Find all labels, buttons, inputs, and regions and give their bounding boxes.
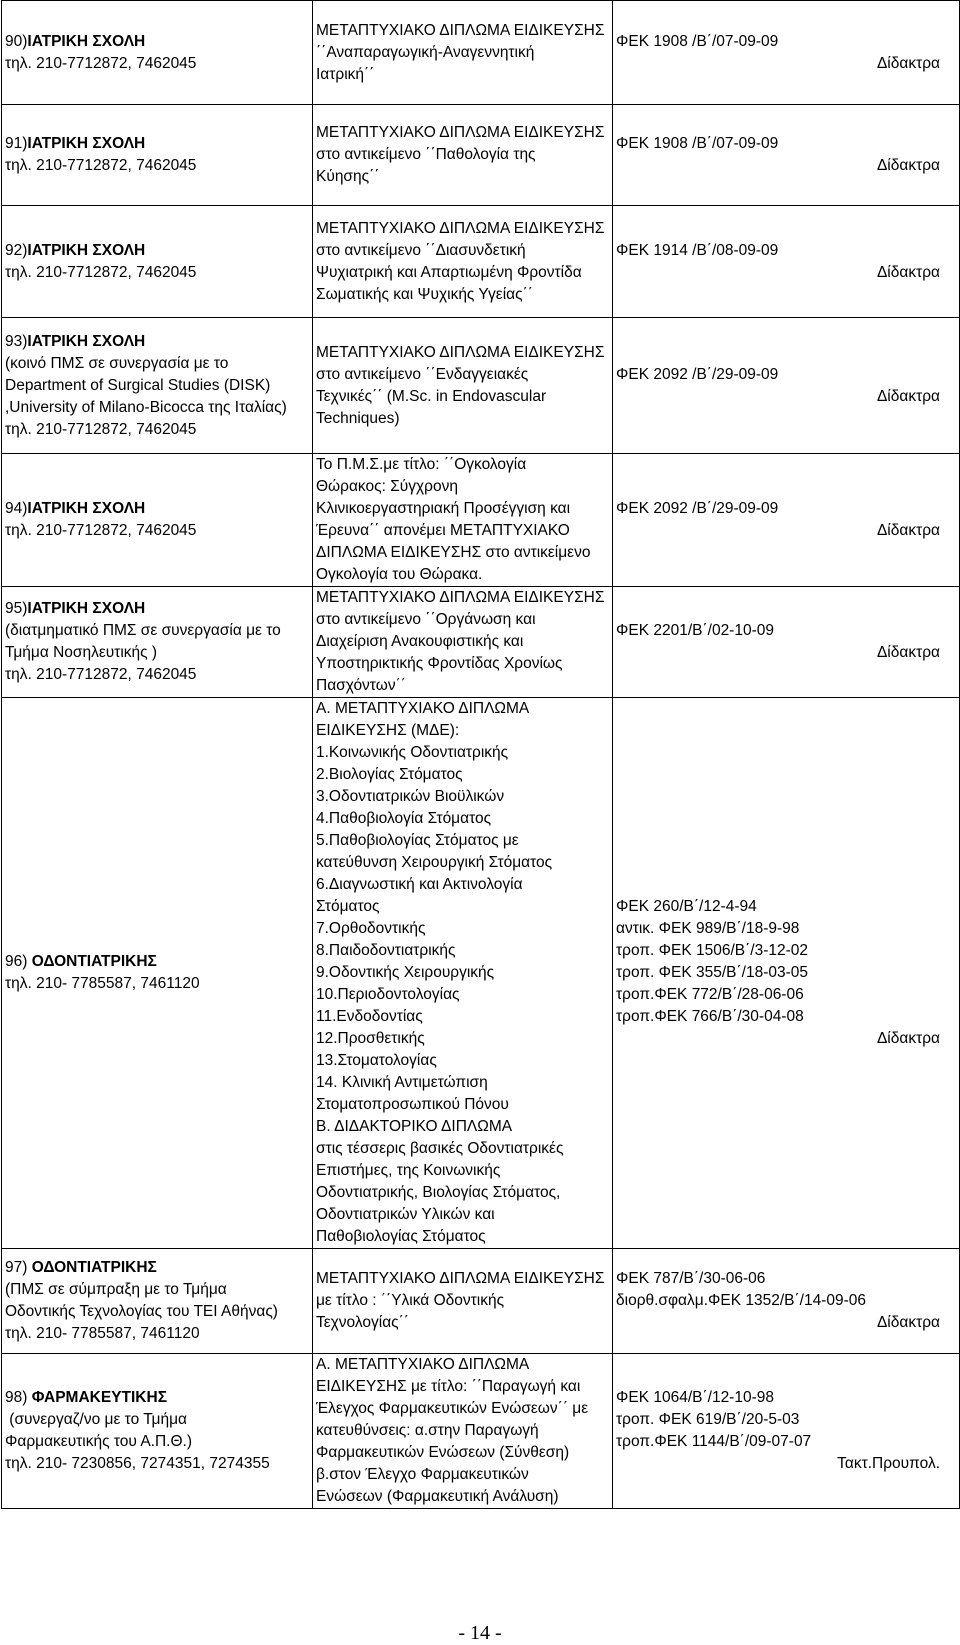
program-line: Διαχείριση Ανακουφιστικής και xyxy=(316,633,524,650)
program-line: Φαρμακευτικών Ενώσεων (Σύνθεση) xyxy=(316,1444,570,1461)
program-line: Υποστηρικτικής Φροντίδας Χρονίως xyxy=(316,655,563,672)
school-name: ΙΑΤΡΙΚΗ ΣΧΟΛΗ xyxy=(27,500,146,517)
school-number: 94) xyxy=(5,500,28,517)
school-line: (διατμηματικό ΠΜΣ σε συνεργασία με το xyxy=(5,622,281,639)
program-cell xyxy=(313,587,613,698)
fek-cell xyxy=(613,318,960,454)
table-row xyxy=(2,1249,960,1354)
fek-line: τροπ.ΦΕΚ 766/Β΄/30-04-08 xyxy=(616,1008,804,1025)
program-line: Κύησης΄΄ xyxy=(316,168,380,185)
program-line: 2.Βιολογίας Στόματος xyxy=(316,766,463,783)
program-line: Σωματικής και Ψυχικής Υγείας΄΄ xyxy=(316,285,533,303)
school-heading xyxy=(5,133,309,155)
school-heading xyxy=(5,331,309,353)
program-line: κατευθύνσεις: α.στην Παραγωγή xyxy=(316,1422,539,1439)
fek-line: διορθ.σφαλμ.ΦΕΚ 1352/Β΄/14-09-06 xyxy=(616,1292,866,1309)
school-cell xyxy=(2,587,313,698)
program-line: Στόματος xyxy=(316,898,380,915)
fee-label: Δίδακτρα xyxy=(876,1314,940,1331)
school-cell xyxy=(2,698,313,1249)
fee-label: Δίδακτρα xyxy=(876,522,940,539)
program-line: Οδοντιατρικής, Βιολογίας Στόματος, xyxy=(316,1184,561,1201)
school-number: 98) xyxy=(5,1389,32,1406)
school-heading xyxy=(5,240,309,262)
program-cell xyxy=(313,318,613,454)
school-line: τηλ. 210-7712872, 7462045 xyxy=(5,522,197,539)
school-line: τηλ. 210- 7230856, 7274351, 7274355 xyxy=(5,1455,270,1472)
program-line: Β. ΔΙΔΑΚΤΟΡΙΚΟ ΔΙΠΛΩΜΑ xyxy=(316,1118,513,1135)
fek-line: ΦΕΚ 2092 /Β΄/29-09-09 xyxy=(616,365,779,383)
fek-cell xyxy=(613,587,960,698)
program-line: 9.Οδοντικής Χειρουργικής xyxy=(316,964,495,981)
program-line: 1.Κοινωνικής Οδοντιατρικής xyxy=(316,744,509,761)
program-cell xyxy=(313,454,613,587)
fek-line: αντικ. ΦΕΚ 989/Β΄/18-9-98 xyxy=(616,920,800,937)
program-line: στις τέσσερις βασικές Οδοντιατρικές xyxy=(316,1140,564,1157)
program-cell xyxy=(313,105,613,206)
school-name: ΦΑΡΜΑΚΕΥΤΙΚΗΣ xyxy=(31,1389,167,1406)
table-row xyxy=(2,318,960,454)
school-line: τηλ. 210- 7785587, 7461120 xyxy=(5,1325,200,1342)
school-line: ,University of Milano-Bicocca της Ιταλίας) xyxy=(5,398,287,416)
fee-label: Δίδακτρα xyxy=(876,387,940,405)
school-cell xyxy=(2,1354,313,1509)
program-line: 3.Οδοντιατρικών Βιοϋλικών xyxy=(316,788,505,805)
fee-label: Δίδακτρα xyxy=(876,263,940,281)
school-heading xyxy=(5,498,309,520)
program-line: 4.Παθοβιολογία Στόματος xyxy=(316,810,492,827)
program-line: Τεχνικές΄΄ (M.Sc. in Endovascular xyxy=(316,387,547,405)
fek-line: ΦΕΚ 1914 /Β΄/08-09-09 xyxy=(616,241,779,259)
school-line: (συνεργαζ/νο με το Τμήμα xyxy=(5,1411,187,1428)
table-row xyxy=(2,454,960,587)
program-line: ΕΙΔΙΚΕΥΣΗΣ (ΜΔΕ): xyxy=(316,722,460,739)
fek-line: ΦΕΚ 787/Β΄/30-06-06 xyxy=(616,1270,766,1287)
fek-cell xyxy=(613,1249,960,1354)
table-row xyxy=(2,587,960,698)
program-line: 8.Παιδοδοντιατρικής xyxy=(316,942,456,959)
program-line: Το Π.Μ.Σ.με τίτλο: ΄΄Ογκολογία xyxy=(316,456,527,473)
school-line: Τμήμα Νοσηλευτικής ) xyxy=(5,644,158,661)
fek-cell xyxy=(613,1,960,105)
program-line: 13.Στοματολογίας xyxy=(316,1052,437,1069)
school-line: Φαρμακευτικής του Α.Π.Θ.) xyxy=(5,1433,193,1450)
school-number: 91) xyxy=(5,135,28,152)
school-cell xyxy=(2,318,313,454)
program-line: ΜΕΤΑΠΤΥΧΙΑΚΟ ΔΙΠΛΩΜΑ ΕΙΔΙΚΕΥΣΗΣ xyxy=(316,1270,605,1287)
program-line: Θώρακος: Σύγχρονη xyxy=(316,478,458,495)
program-line: στο αντικείμενο ΄΄Ενδαγγειακές xyxy=(316,365,529,383)
school-name: ΙΑΤΡΙΚΗ ΣΧΟΛΗ xyxy=(27,241,146,259)
school-number: 90) xyxy=(5,32,28,50)
program-line: ΜΕΤΑΠΤΥΧΙΑΚΟ ΔΙΠΛΩΜΑ ΕΙΔΙΚΕΥΣΗΣ xyxy=(316,589,605,606)
program-line: Techniques) xyxy=(316,409,400,427)
program-cell xyxy=(313,1,613,105)
program-line: στο αντικείμενο ΄΄Διασυνδετική xyxy=(316,241,526,259)
school-name: ΙΑΤΡΙΚΗ ΣΧΟΛΗ xyxy=(27,32,146,50)
school-number: 93) xyxy=(5,332,28,350)
program-line: Ογκολογία του Θώρακα. xyxy=(316,566,483,583)
program-line: 11.Ενδοδοντίας xyxy=(316,1008,423,1025)
school-heading xyxy=(5,598,309,620)
program-line: Τεχνολογίας΄΄ xyxy=(316,1314,409,1331)
school-line: τηλ. 210- 7785587, 7461120 xyxy=(5,975,200,992)
table-row xyxy=(2,1,960,105)
program-line: Έρευνα΄΄ απονέμει ΜΕΤΑΠΤΥΧΙΑΚΟ xyxy=(316,522,570,539)
fek-cell xyxy=(613,1354,960,1509)
program-line: Α. ΜΕΤΑΠΤΥΧΙΑΚΟ ΔΙΠΛΩΜΑ xyxy=(316,1356,530,1373)
school-cell xyxy=(2,206,313,318)
fek-cell xyxy=(613,206,960,318)
program-line: 12.Προσθετικής xyxy=(316,1030,425,1047)
school-heading xyxy=(5,31,309,53)
fek-line: τροπ.ΦΕΚ 1144/Β΄/09-07-07 xyxy=(616,1433,812,1450)
program-line: ΜΕΤΑΠΤΥΧΙΑΚΟ ΔΙΠΛΩΜΑ ΕΙΔΙΚΕΥΣΗΣ xyxy=(316,124,605,141)
program-line: ΜΕΤΑΠΤΥΧΙΑΚΟ ΔΙΠΛΩΜΑ ΕΙΔΙΚΕΥΣΗΣ xyxy=(316,343,605,361)
school-line: (ΠΜΣ σε σύμπραξη με το Τμήμα xyxy=(5,1281,227,1298)
table-row xyxy=(2,206,960,318)
program-line: ΔΙΠΛΩΜΑ ΕΙΔΙΚΕΥΣΗΣ στο αντικείμενο xyxy=(316,544,591,561)
program-line: ΜΕΤΑΠΤΥΧΙΑΚΟ ΔΙΠΛΩΜΑ ΕΙΔΙΚΕΥΣΗΣ xyxy=(316,21,605,39)
fek-cell xyxy=(613,105,960,206)
table-row xyxy=(2,1354,960,1509)
program-line: ΄΄Αναπαραγωγική-Αναγεννητική xyxy=(316,43,535,61)
school-line: τηλ. 210-7712872, 7462045 xyxy=(5,263,197,281)
fek-line: ΦΕΚ 1064/Β΄/12-10-98 xyxy=(616,1389,774,1406)
program-line: Έλεγχος Φαρμακευτικών Ενώσεων΄΄ με xyxy=(316,1400,589,1417)
school-cell xyxy=(2,1,313,105)
program-line: 7.Ορθοδοντικής xyxy=(316,920,426,937)
fek-cell xyxy=(613,698,960,1249)
school-line: τηλ. 210-7712872, 7462045 xyxy=(5,420,197,438)
fee-label: Δίδακτρα xyxy=(876,1030,940,1047)
program-line: Ιατρική΄΄ xyxy=(316,65,375,83)
program-cell xyxy=(313,206,613,318)
program-line: Κλινικοεργαστηριακή Προσέγγιση και xyxy=(316,500,571,517)
program-line: στο αντικείμενο ΄΄Παθολογία της xyxy=(316,146,536,163)
fek-line: ΦΕΚ 1908 /Β΄/07-09-09 xyxy=(616,135,779,152)
program-line: Ψυχιατρική και Απαρτιωμένη Φροντίδα xyxy=(316,263,582,281)
fek-line: τροπ. ΦΕΚ 619/Β΄/20-5-03 xyxy=(616,1411,800,1428)
program-cell xyxy=(313,1249,613,1354)
school-name: ΙΑΤΡΙΚΗ ΣΧΟΛΗ xyxy=(27,332,146,350)
school-line: τηλ. 210-7712872, 7462045 xyxy=(5,666,197,683)
fek-line: ΦΕΚ 1908 /Β΄/07-09-09 xyxy=(616,32,779,50)
fee-label: Δίδακτρα xyxy=(876,157,940,174)
fek-line: ΦΕΚ 2092 /Β΄/29-09-09 xyxy=(616,500,779,517)
fek-line: τροπ. ΦΕΚ 1506/Β΄/3-12-02 xyxy=(616,942,809,959)
program-line: με τίτλο : ΄΄Υλικά Οδοντικής xyxy=(316,1292,505,1309)
program-line: Α. ΜΕΤΑΠΤΥΧΙΑΚΟ ΔΙΠΛΩΜΑ xyxy=(316,700,530,717)
school-name: ΟΔΟΝΤΙΑΤΡΙΚΗΣ xyxy=(31,953,157,970)
school-heading xyxy=(5,1257,309,1279)
program-line: Ενώσεων (Φαρμακευτική Ανάλυση) xyxy=(316,1488,559,1505)
programs-table xyxy=(1,0,960,1509)
school-line: (κοινό ΠΜΣ σε συνεργασία με το xyxy=(5,354,229,372)
program-line: κατεύθυνση Χειρουργική Στόματος xyxy=(316,854,553,871)
fek-line: ΦΕΚ 260/Β΄/12-4-94 xyxy=(616,898,757,915)
school-name: ΙΑΤΡΙΚΗ ΣΧΟΛΗ xyxy=(27,600,146,617)
program-line: ΕΙΔΙΚΕΥΣΗΣ με τίτλο: ΄΄Παραγωγή και xyxy=(316,1378,581,1395)
fek-line: τροπ. ΦΕΚ 355/Β΄/18-03-05 xyxy=(616,964,809,981)
school-line: Οδοντικής Τεχνολογίας του ΤΕΙ Αθήνας) xyxy=(5,1303,278,1320)
page-number: - 14 - xyxy=(458,1622,502,1644)
fee-label: Δίδακτρα xyxy=(876,54,940,72)
program-line: ΜΕΤΑΠΤΥΧΙΑΚΟ ΔΙΠΛΩΜΑ ΕΙΔΙΚΕΥΣΗΣ xyxy=(316,219,605,237)
table-row xyxy=(2,105,960,206)
school-cell xyxy=(2,1249,313,1354)
table-row xyxy=(2,698,960,1249)
program-cell xyxy=(313,698,613,1249)
fek-cell xyxy=(613,454,960,587)
program-line: β.στον Έλεγχο Φαρμακευτικών xyxy=(316,1466,529,1483)
school-heading xyxy=(5,951,309,973)
school-name: ΟΔΟΝΤΙΑΤΡΙΚΗΣ xyxy=(31,1259,157,1276)
school-number: 95) xyxy=(5,600,28,617)
program-cell xyxy=(313,1354,613,1509)
program-line: Επιστήμες, της Κοινωνικής xyxy=(316,1162,501,1179)
fek-line: ΦΕΚ 2201/Β΄/02-10-09 xyxy=(616,622,774,639)
school-number: 97) xyxy=(5,1259,32,1276)
program-line: 6.Διαγνωστική και Ακτινολογία xyxy=(316,876,523,893)
school-number: 92) xyxy=(5,241,28,259)
program-line: Οδοντιατρικών Υλικών και xyxy=(316,1206,495,1223)
program-line: Πασχόντων΄΄ xyxy=(316,677,406,694)
program-line: Στοματοπροσωπικού Πόνου xyxy=(316,1096,509,1113)
program-line: στο αντικείμενο ΄΄Οργάνωση και xyxy=(316,611,536,628)
fee-label: Δίδακτρα xyxy=(876,644,940,661)
school-line: τηλ. 210-7712872, 7462045 xyxy=(5,54,197,72)
school-cell xyxy=(2,105,313,206)
school-line: Department of Surgical Studies (DISK) xyxy=(5,376,271,394)
program-line: Παθοβιολογίας Στόματος xyxy=(316,1228,486,1245)
school-cell xyxy=(2,454,313,587)
school-name: ΙΑΤΡΙΚΗ ΣΧΟΛΗ xyxy=(27,135,146,152)
program-line: 14. Κλινική Αντιμετώπιση xyxy=(316,1074,488,1091)
fek-line: τροπ.ΦΕΚ 772/Β΄/28-06-06 xyxy=(616,986,804,1003)
program-line: 5.Παθοβιολογίας Στόματος με xyxy=(316,832,519,849)
school-line: τηλ. 210-7712872, 7462045 xyxy=(5,157,197,174)
school-heading xyxy=(5,1387,309,1409)
program-line: 10.Περιοδοντολογίας xyxy=(316,986,460,1003)
fee-label: Τακτ.Προυπολ. xyxy=(837,1455,940,1472)
school-number: 96) xyxy=(5,953,32,970)
